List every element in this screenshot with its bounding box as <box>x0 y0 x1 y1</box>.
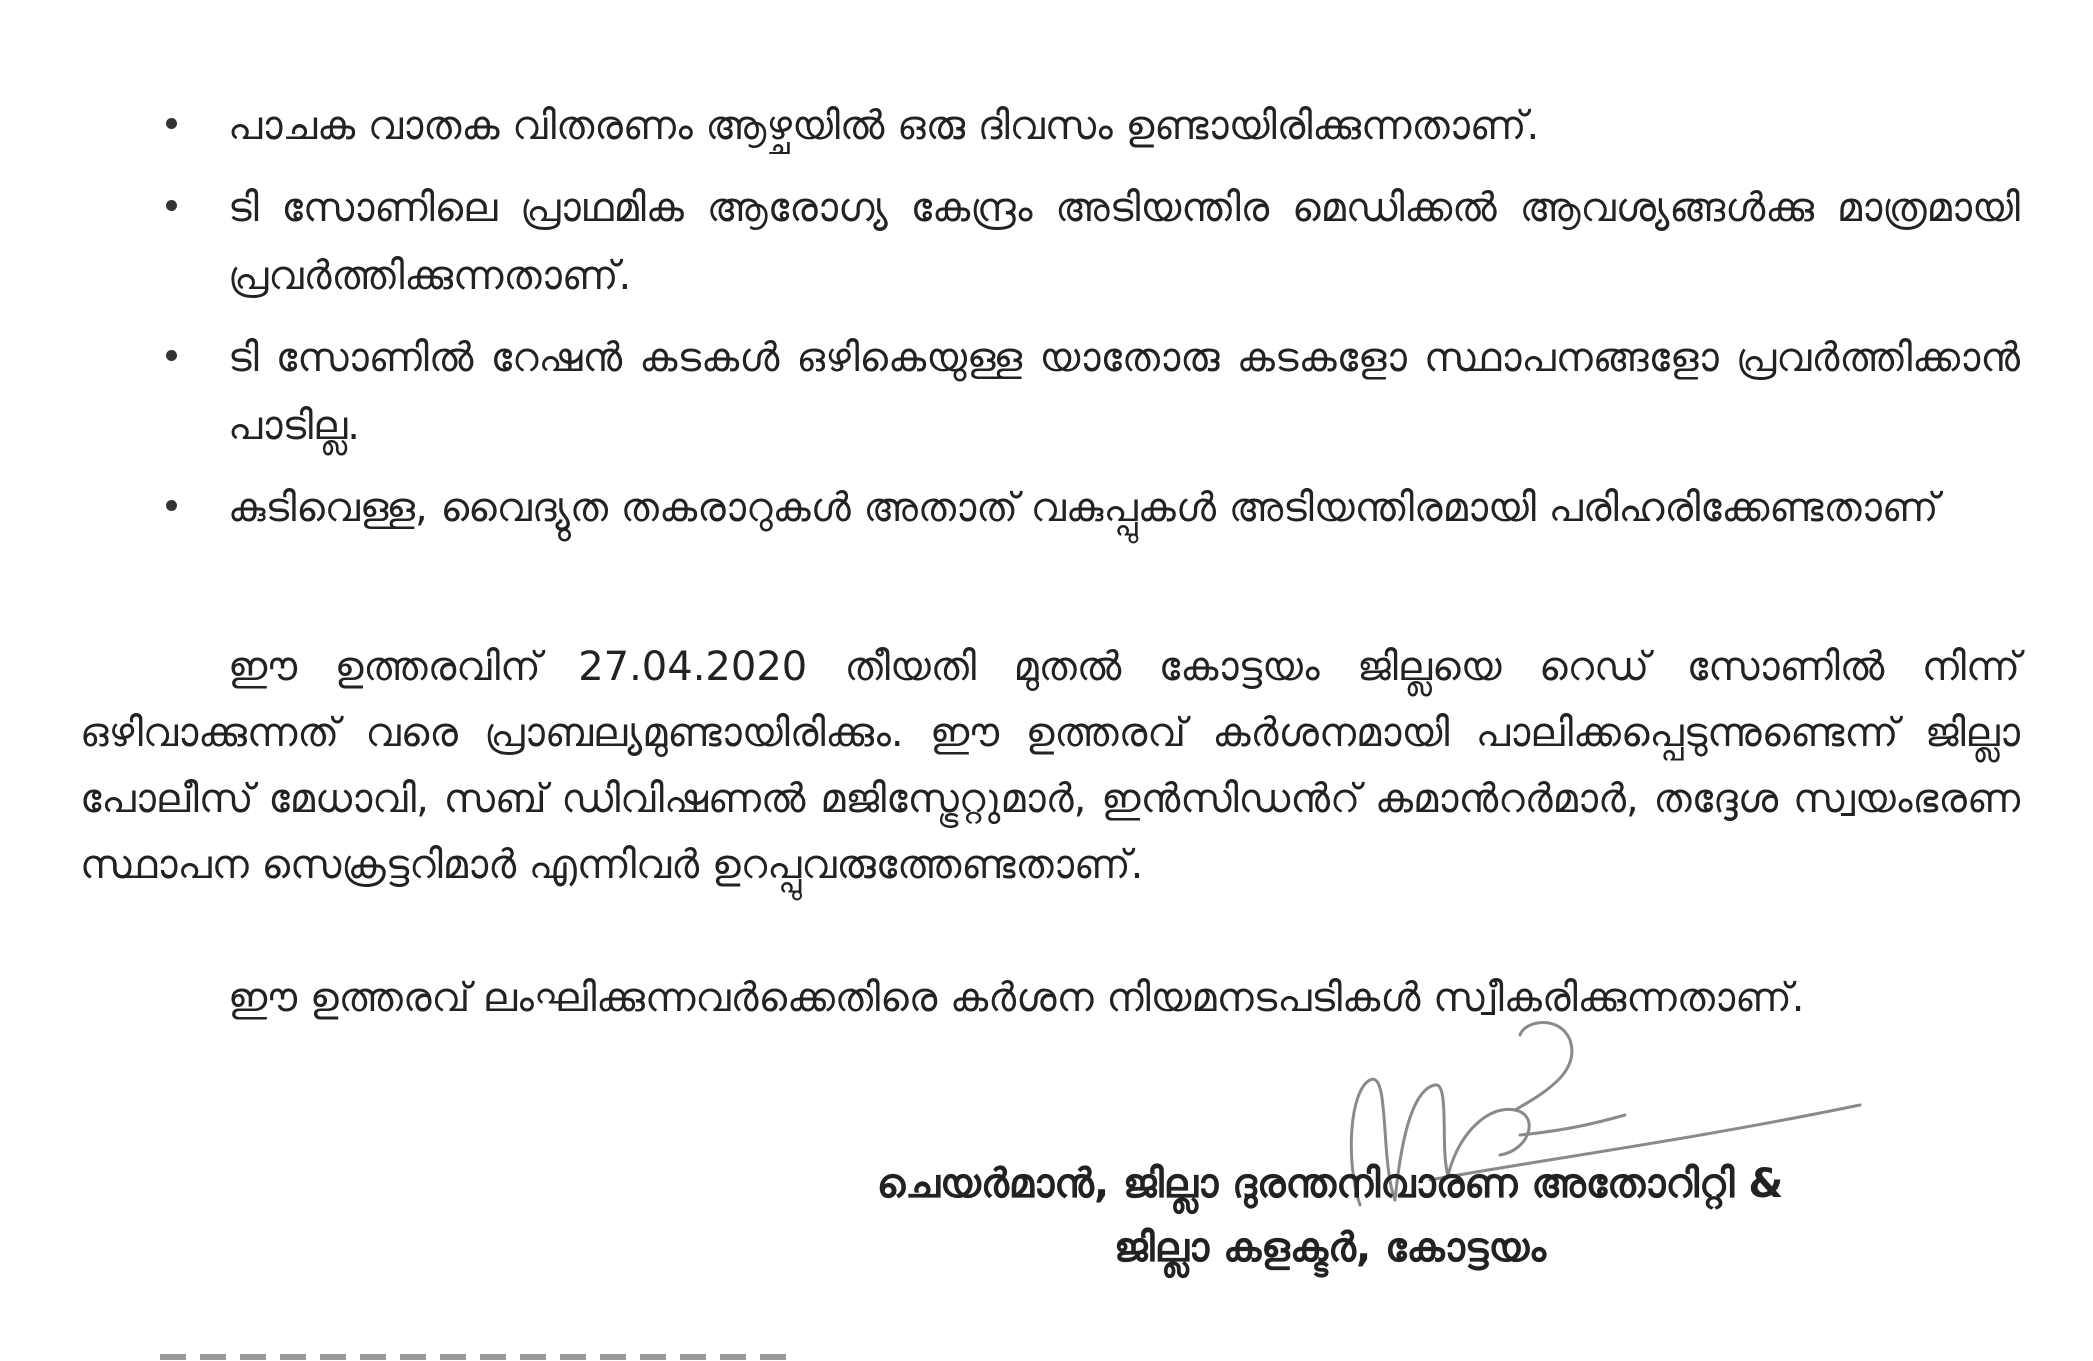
bullet-list <box>160 92 2020 556</box>
list-item <box>160 324 2020 460</box>
warning-paragraph: ഈ ഉത്തരവ് ലംഘിക്കുന്നവർക്കെതിരെ കർശന നിയമനടപടികൾ സ്വീകരിക്കുന്നതാണ്. <box>228 975 1805 1021</box>
bullet-icon <box>166 118 177 129</box>
validity-paragraph: ഈ ഉത്തരവിന് 27.04.2020 തീയതി മുതൽ കോട്ടയം ജില്ലയെ റെഡ് സോണിൽ നിന്ന് ഒഴിവാക്കുന്നത് വരെ പ്രാബല്യമുണ്ടായിരിക്കും. ഈ ഉത്തരവ് കർശനമായി പാലിക്കപ്പെടുന്നുണ്ടെന്ന് ജില്ലാ പോലീസ് മേധാവി, സബ് ഡിവിഷണൽ മജിസ്ട്രേറ്റുമാർ, ഇൻസിഡൻറ് കമാൻറർമാർ, തദ്ദേശ സ്വയംഭരണ സ്ഥാപന സെക്രട്ടറിമാർ എന്നിവർ ഉറപ്പുവരുത്തേണ്ടതാണ്. <box>80 644 2020 888</box>
bullet-text: പാചക വാതക വിതരണം ആഴ്ചയിൽ ഒരു ദിവസം ഉണ്ടായിരിക്കുന്നതാണ്. <box>228 103 1540 149</box>
signatory-designation: ചെയർമാൻ, ജില്ലാ ദുരന്തനിവാരണ അതോറിറ്റി & <box>876 1161 1784 1207</box>
bullet-text: ടി സോണിലെ പ്രാഥമിക ആരോഗ്യ കേന്ദ്രം അടിയന്തിര മെഡിക്കൽ ആവശ്യങ്ങൾക്കു മാത്രമായി പ്രവർത്തിക്കുന്നതാണ്. <box>228 185 2020 299</box>
bullet-icon <box>166 200 177 211</box>
bullet-text: കുടിവെള്ള, വൈദ്യുത തകരാറുകൾ അതാത് വകുപ്പുകൾ അടിയന്തിരമായി പരിഹരിക്കേണ്ടതാണ് <box>228 485 1939 531</box>
bullet-icon <box>166 350 177 361</box>
list-item <box>160 92 2020 160</box>
list-item <box>160 474 2020 542</box>
bullet-text: ടി സോണിൽ റേഷൻ കടകൾ ഒഴികെയുള്ള യാതോരു കടകളോ സ്ഥാപനങ്ങളോ പ്രവർത്തിക്കാൻ പാടില്ല. <box>228 335 2020 449</box>
list-item <box>160 174 2020 310</box>
signatory-office: ജില്ലാ കളക്ടർ, കോട്ടയം <box>1114 1225 1546 1271</box>
cut-off-text-line <box>160 1340 800 1361</box>
signatory-block <box>780 1152 1880 1280</box>
bullet-icon <box>166 500 177 511</box>
